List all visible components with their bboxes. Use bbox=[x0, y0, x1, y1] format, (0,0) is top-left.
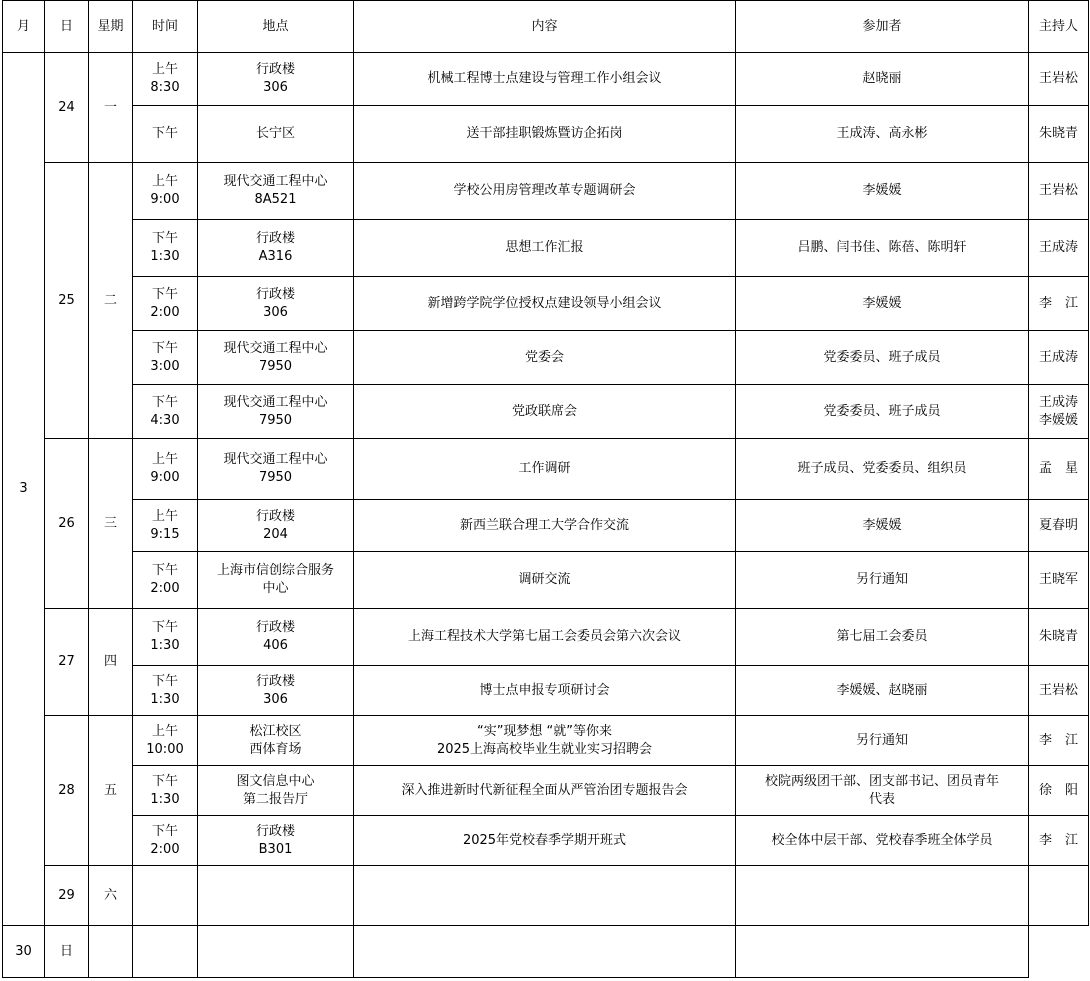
participants-cell: 班子成员、党委委员、组织员 bbox=[736, 439, 1029, 500]
day-cell: 28 bbox=[45, 716, 89, 866]
time-cell: 下午 4:30 bbox=[133, 385, 198, 439]
table-row bbox=[3, 163, 1089, 220]
participants-cell: 李媛媛 bbox=[736, 163, 1029, 220]
participants-cell: 吕鹏、闫书佳、陈蓓、陈明轩 bbox=[736, 220, 1029, 277]
host-cell: 王成涛 bbox=[1029, 331, 1089, 385]
weekday-cell: 一 bbox=[89, 53, 133, 163]
weekday-cell: 五 bbox=[89, 716, 133, 866]
participants-cell: 党委委员、班子成员 bbox=[736, 385, 1029, 439]
host-cell bbox=[736, 926, 1029, 978]
host-cell: 王成涛 bbox=[1029, 220, 1089, 277]
time-cell: 下午 2:00 bbox=[133, 816, 198, 866]
time-cell: 下午 1:30 bbox=[133, 609, 198, 666]
content-cell: 新增跨学院学位授权点建设领导小组会议 bbox=[354, 277, 736, 331]
content-cell: 博士点申报专项研讨会 bbox=[354, 666, 736, 716]
time-cell: 下午 1:30 bbox=[133, 766, 198, 816]
table-row bbox=[3, 609, 1089, 666]
header-host: 主持人 bbox=[1029, 1, 1089, 53]
time-cell: 下午 1:30 bbox=[133, 220, 198, 277]
header-row bbox=[3, 1, 1089, 53]
month-cell: 3 bbox=[3, 53, 45, 926]
time-cell: 下午 bbox=[133, 106, 198, 163]
place-cell: 行政楼 A316 bbox=[198, 220, 354, 277]
content-cell: 机械工程博士点建设与管理工作小组会议 bbox=[354, 53, 736, 106]
participants-cell bbox=[354, 926, 736, 978]
header-weekday: 星期 bbox=[89, 1, 133, 53]
participants-cell bbox=[736, 866, 1029, 926]
participants-cell: 校全体中层干部、党校春季班全体学员 bbox=[736, 816, 1029, 866]
time-cell: 上午 8:30 bbox=[133, 53, 198, 106]
header-content: 内容 bbox=[354, 1, 736, 53]
participants-cell: 李媛媛 bbox=[736, 500, 1029, 552]
content-cell: 新西兰联合理工大学合作交流 bbox=[354, 500, 736, 552]
participants-cell: 党委委员、班子成员 bbox=[736, 331, 1029, 385]
schedule-table bbox=[2, 0, 1089, 978]
day-cell: 27 bbox=[45, 609, 89, 716]
participants-cell: 另行通知 bbox=[736, 552, 1029, 609]
table-row bbox=[3, 106, 1089, 163]
time-cell: 下午 1:30 bbox=[133, 666, 198, 716]
participants-cell: 赵晓丽 bbox=[736, 53, 1029, 106]
place-cell: 行政楼 306 bbox=[198, 53, 354, 106]
participants-cell: 李媛媛、赵晓丽 bbox=[736, 666, 1029, 716]
content-cell bbox=[354, 866, 736, 926]
host-cell: 朱晓青 bbox=[1029, 609, 1089, 666]
place-cell: 行政楼 406 bbox=[198, 609, 354, 666]
table-row bbox=[3, 816, 1089, 866]
time-cell: 上午 9:00 bbox=[133, 439, 198, 500]
table-row bbox=[3, 500, 1089, 552]
content-cell: “实”现梦想 “就”等你来 2025上海高校毕业生就业实习招聘会 bbox=[354, 716, 736, 766]
header-participants: 参加者 bbox=[736, 1, 1029, 53]
day-cell: 29 bbox=[45, 866, 89, 926]
host-cell: 王岩松 bbox=[1029, 163, 1089, 220]
content-cell: 工作调研 bbox=[354, 439, 736, 500]
table-row bbox=[3, 666, 1089, 716]
time-cell: 下午 3:00 bbox=[133, 331, 198, 385]
table-row bbox=[3, 277, 1089, 331]
weekday-cell: 日 bbox=[45, 926, 89, 978]
time-cell: 下午 2:00 bbox=[133, 552, 198, 609]
place-cell: 行政楼 B301 bbox=[198, 816, 354, 866]
day-cell: 30 bbox=[3, 926, 45, 978]
content-cell: 思想工作汇报 bbox=[354, 220, 736, 277]
header-time: 时间 bbox=[133, 1, 198, 53]
table-row bbox=[3, 385, 1089, 439]
table-row bbox=[3, 53, 1089, 106]
host-cell: 李 江 bbox=[1029, 816, 1089, 866]
content-cell: 深入推进新时代新征程全面从严管治团专题报告会 bbox=[354, 766, 736, 816]
place-cell: 松江校区 西体育场 bbox=[198, 716, 354, 766]
table-row bbox=[3, 766, 1089, 816]
weekday-cell: 六 bbox=[89, 866, 133, 926]
table-row bbox=[3, 866, 1089, 926]
place-cell: 图文信息中心 第二报告厅 bbox=[198, 766, 354, 816]
participants-cell: 王成涛、高永彬 bbox=[736, 106, 1029, 163]
content-cell bbox=[198, 926, 354, 978]
day-cell: 24 bbox=[45, 53, 89, 163]
weekday-cell: 二 bbox=[89, 163, 133, 439]
header-month: 月 bbox=[3, 1, 45, 53]
content-cell: 党政联席会 bbox=[354, 385, 736, 439]
table-row bbox=[3, 439, 1089, 500]
content-cell: 党委会 bbox=[354, 331, 736, 385]
header-place: 地点 bbox=[198, 1, 354, 53]
header-day: 日 bbox=[45, 1, 89, 53]
place-cell bbox=[198, 866, 354, 926]
time-cell: 上午 9:15 bbox=[133, 500, 198, 552]
content-cell: 上海工程技术大学第七届工会委员会第六次会议 bbox=[354, 609, 736, 666]
host-cell: 孟 星 bbox=[1029, 439, 1089, 500]
time-cell: 上午 9:00 bbox=[133, 163, 198, 220]
place-cell: 行政楼 306 bbox=[198, 666, 354, 716]
participants-cell: 第七届工会委员 bbox=[736, 609, 1029, 666]
place-cell: 行政楼 204 bbox=[198, 500, 354, 552]
place-cell: 行政楼 306 bbox=[198, 277, 354, 331]
place-cell: 现代交通工程中心 8A521 bbox=[198, 163, 354, 220]
host-cell: 徐 阳 bbox=[1029, 766, 1089, 816]
place-cell: 现代交通工程中心 7950 bbox=[198, 385, 354, 439]
table-row bbox=[3, 926, 1089, 978]
participants-cell: 另行通知 bbox=[736, 716, 1029, 766]
content-cell: 送干部挂职锻炼暨访企拓岗 bbox=[354, 106, 736, 163]
time-cell bbox=[133, 866, 198, 926]
host-cell: 李 江 bbox=[1029, 277, 1089, 331]
place-cell bbox=[133, 926, 198, 978]
host-cell: 王晓军 bbox=[1029, 552, 1089, 609]
day-cell: 25 bbox=[45, 163, 89, 439]
time-cell: 下午 2:00 bbox=[133, 277, 198, 331]
host-cell bbox=[1029, 866, 1089, 926]
place-cell: 现代交通工程中心 7950 bbox=[198, 439, 354, 500]
table-row bbox=[3, 552, 1089, 609]
content-cell: 学校公用房管理改革专题调研会 bbox=[354, 163, 736, 220]
host-cell: 王岩松 bbox=[1029, 666, 1089, 716]
host-cell: 李 江 bbox=[1029, 716, 1089, 766]
table-row bbox=[3, 220, 1089, 277]
weekday-cell: 四 bbox=[89, 609, 133, 716]
place-cell: 现代交通工程中心 7950 bbox=[198, 331, 354, 385]
place-cell: 上海市信创综合服务 中心 bbox=[198, 552, 354, 609]
day-cell: 26 bbox=[45, 439, 89, 609]
host-cell: 王成涛 李媛媛 bbox=[1029, 385, 1089, 439]
time-cell: 上午 10:00 bbox=[133, 716, 198, 766]
participants-cell: 李媛媛 bbox=[736, 277, 1029, 331]
table-row bbox=[3, 331, 1089, 385]
content-cell: 2025年党校春季学期开班式 bbox=[354, 816, 736, 866]
time-cell bbox=[89, 926, 133, 978]
content-cell: 调研交流 bbox=[354, 552, 736, 609]
table-row bbox=[3, 716, 1089, 766]
host-cell: 朱晓青 bbox=[1029, 106, 1089, 163]
host-cell: 王岩松 bbox=[1029, 53, 1089, 106]
place-cell: 长宁区 bbox=[198, 106, 354, 163]
participants-cell: 校院两级团干部、团支部书记、团员青年 代表 bbox=[736, 766, 1029, 816]
weekday-cell: 三 bbox=[89, 439, 133, 609]
host-cell: 夏春明 bbox=[1029, 500, 1089, 552]
